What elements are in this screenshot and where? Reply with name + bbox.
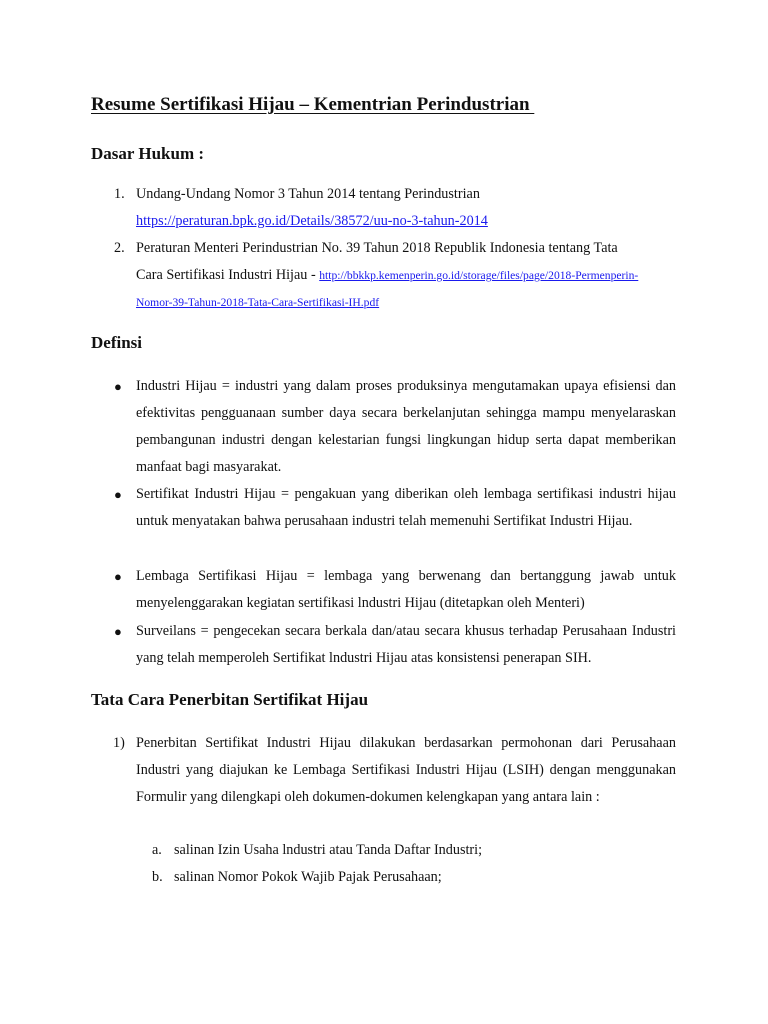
sublist-item: salinan Izin Usaha lndustri atau Tanda Daftar Industri;	[174, 842, 483, 858]
definition-item: Surveilans = pengecekan secara berkala dan/atau secara khusus terhadap Perusahaan Industri yang telah memperoleh Sertifikat lndustri Hijau atas konsistensi penerapan SIH.	[136, 623, 676, 666]
procedure-item-1: Penerbitan Sertifikat Industri Hijau dilakukan berdasarkan permohonan dari Perusahaan Industri yang diajukan ke Lembaga Sertifikasi Industri Hijau (LSIH) dengan menggunakan Formulir yang dilengkapi oleh dokumen-dokumen kelengkapan yang antara lain :	[136, 735, 676, 805]
legal-basis-link-1[interactable]: https://peraturan.bpk.go.id/Details/38572/uu-no-3-tahun-2014	[136, 213, 488, 229]
document-title: Resume Sertifikasi Hijau – Kementrian Perindustrian	[91, 94, 535, 115]
list-number: 1)	[113, 735, 125, 751]
bullet-icon: ●	[114, 379, 122, 394]
heading-definisi: Definsi	[91, 333, 142, 352]
heading-dasar-hukum: Dasar Hukum :	[91, 144, 205, 163]
sublist-marker: b.	[152, 869, 163, 885]
definition-item: Sertifikat Industri Hijau = pengakuan yang diberikan oleh lembaga sertifikasi industri hijau untuk menyatakan bahwa perusahaan industri telah memenuhi Sertifikat Industri Hijau.	[136, 486, 676, 529]
bullet-icon: ●	[114, 569, 122, 584]
list-number: 2.	[114, 240, 125, 256]
legal-basis-link-2-cont[interactable]: Nomor-39-Tahun-2018-Tata-Cara-Sertifikasi-IH.pdf	[136, 296, 380, 309]
list-number: 1.	[114, 186, 125, 202]
legal-basis-text: Undang-Undang Nomor 3 Tahun 2014 tentang Perindustrian	[136, 186, 480, 202]
legal-basis-text: Peraturan Menteri Perindustrian No. 39 Tahun 2018 Republik Indonesia tentang Tata	[136, 240, 618, 256]
legal-basis-link-2[interactable]: http://bbkkp.kemenperin.go.id/storage/files/page/2018-Permenperin-	[319, 269, 639, 282]
sublist-marker: a.	[152, 842, 162, 858]
bullet-icon: ●	[114, 624, 122, 639]
sublist-item: salinan Nomor Pokok Wajib Pajak Perusahaan;	[174, 869, 442, 885]
legal-basis-item-1	[136, 181, 676, 235]
bullet-icon: ●	[114, 487, 122, 502]
definition-item: Lembaga Sertifikasi Hijau = lembaga yang berwenang dan bertanggung jawab untuk menyelenggarakan kegiatan sertifikasi lndustri Hijau (ditetapkan oleh Menteri)	[136, 568, 676, 611]
legal-basis-text: Cara Sertifikasi Industri Hijau -	[136, 267, 320, 283]
legal-basis-item-2	[136, 235, 676, 316]
definition-item: Industri Hijau = industri yang dalam proses produksinya mengutamakan upaya efisiensi dan efektivitas pengguanaan sumber daya secara berkelanjutan sehingga mampu menyelaraskan pembangunan industri dengan kelestarian fungsi lingkungan hidup serta dapat memberikan manfaat bagi masyarakat.	[136, 378, 676, 475]
heading-tata-cara: Tata Cara Penerbitan Sertifikat Hijau	[91, 690, 369, 709]
